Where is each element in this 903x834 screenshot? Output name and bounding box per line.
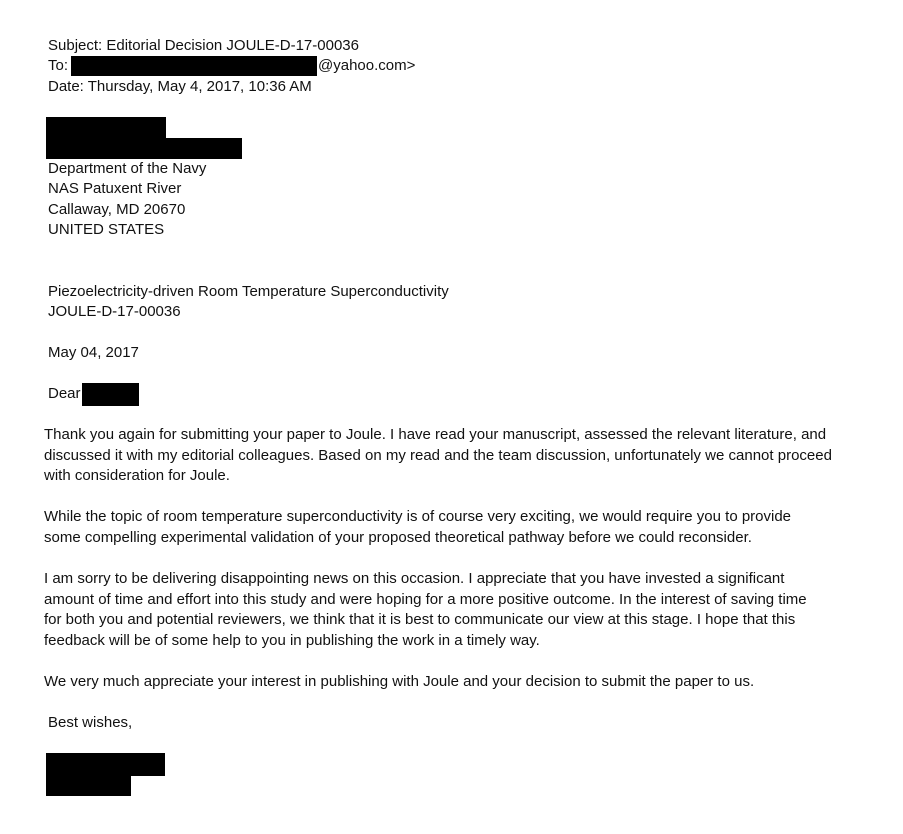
body-paragraph-3-line-3: for both you and potential reviewers, we think that it is best to communicate our view at this stage. I hope that this <box>44 611 796 628</box>
email-to-label: To: <box>48 57 69 74</box>
email-date: Date: Thursday, May 4, 2017, 10:36 AM <box>48 78 312 95</box>
address-line-4: UNITED STATES <box>48 221 165 238</box>
redaction-block-name-line2 <box>46 138 242 159</box>
closing: Best wishes, <box>48 714 133 731</box>
paper-id: JOULE-D-17-00036 <box>48 303 181 320</box>
body-paragraph-1-line-3: with consideration for Joule. <box>44 467 230 484</box>
email-subject: Subject: Editorial Decision JOULE-D-17-00036 <box>48 37 359 54</box>
email-to-domain: @yahoo.com> <box>318 57 416 74</box>
paper-title: Piezoelectricity-driven Room Temperature Superconductivity <box>48 283 449 300</box>
letter-date: May 04, 2017 <box>48 344 139 361</box>
body-paragraph-2-line-1: While the topic of room temperature superconductivity is of course very exciting, we would require you to provide <box>44 508 792 525</box>
body-paragraph-3-line-1: I am sorry to be delivering disappointing news on this occasion. I appreciate that you have invested a significant <box>44 570 785 587</box>
redaction-block-name-line1 <box>46 117 166 138</box>
redaction-block-signature-line2 <box>46 776 131 796</box>
body-paragraph-1-line-2: discussed it with my editorial colleagues. Based on my read and the team discussion, unfortunately we cannot proceed <box>44 447 832 464</box>
address-line-3: Callaway, MD 20670 <box>48 201 186 218</box>
address-line-2: NAS Patuxent River <box>48 180 182 197</box>
body-paragraph-1-line-1: Thank you again for submitting your paper to Joule. I have read your manuscript, assessed the relevant literature, and <box>44 426 827 443</box>
redaction-block-recipient <box>71 56 317 76</box>
body-paragraph-3-line-2: amount of time and effort into this study and were hoping for a more positive outcome. In the interest of saving time <box>44 591 807 608</box>
redaction-block-signature-line1 <box>46 753 165 776</box>
body-paragraph-4: We very much appreciate your interest in publishing with Joule and your decision to submit the paper to us. <box>44 673 755 690</box>
body-paragraph-2-line-2: some compelling experimental validation of your proposed theoretical pathway before we could reconsider. <box>44 529 752 546</box>
redaction-block-salutation <box>82 383 139 406</box>
address-line-1: Department of the Navy <box>48 160 207 177</box>
salutation: Dear <box>48 385 81 402</box>
body-paragraph-3-line-4: feedback will be of some help to you in publishing the work in a timely way. <box>44 632 540 649</box>
